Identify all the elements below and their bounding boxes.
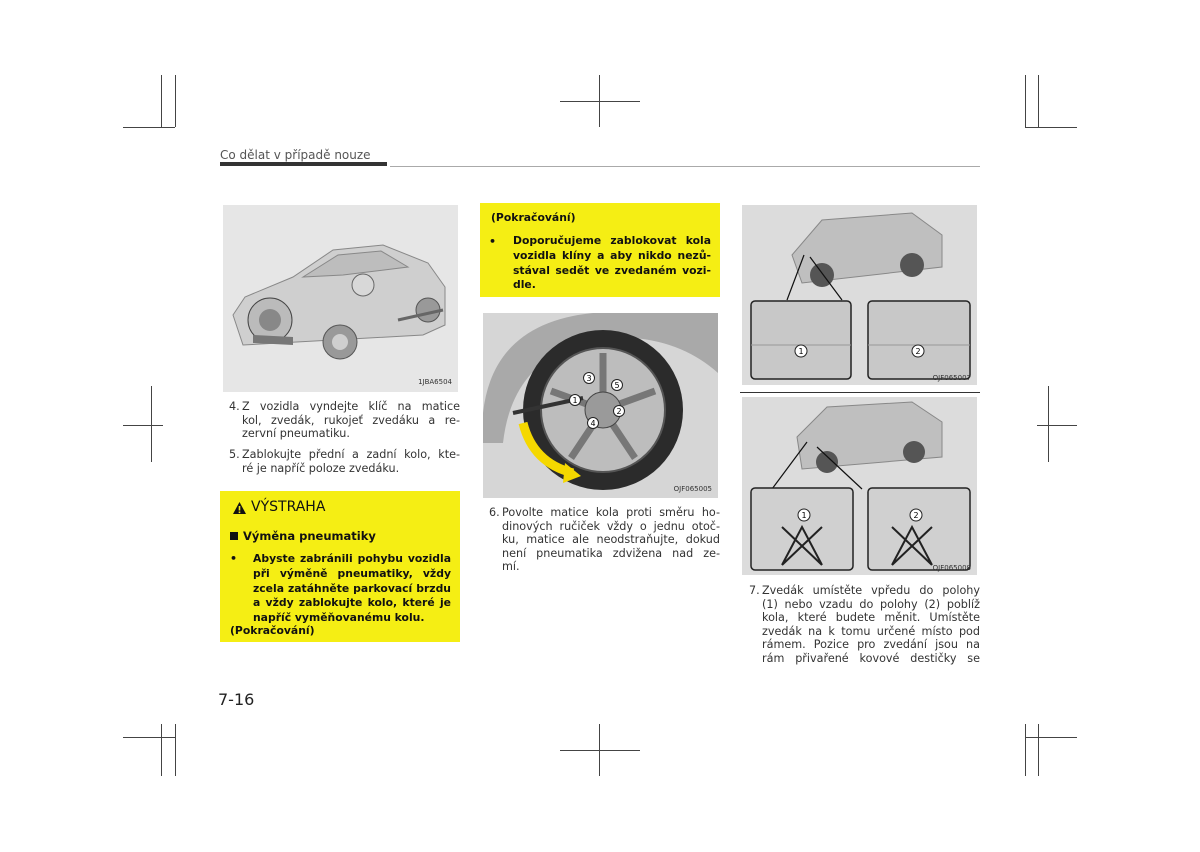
figure-wheel-nuts (483, 313, 718, 498)
text-line: Povolte matice kola proti směru ho- (502, 506, 720, 519)
square-bullet-icon (230, 532, 238, 540)
text-line: Z vozidla vyndejte klíč na matice (242, 400, 460, 413)
text-line: rámem. Pozice pro zvedání jsou na (762, 638, 980, 651)
jack-points-illustration (742, 205, 977, 385)
bullet-dot-icon: • (489, 235, 497, 248)
wheel-illustration (483, 313, 718, 498)
figure-code: OJF065007 (932, 374, 971, 382)
callout-3: 3 (586, 374, 592, 383)
text-line: při výměně pneumatiky, vždy (253, 566, 451, 580)
section-title: Co dělat v případě nouze (220, 148, 371, 162)
text-line: kol, zvedák, rukojeť zvedáku a re- (242, 413, 460, 427)
text-line: vozidla klíny a aby nikdo nezů- (513, 248, 711, 262)
step-4 (229, 400, 460, 442)
text-line: ku, matice ale neodstraňujte, dokud (502, 533, 720, 546)
callout-1: 1 (801, 511, 807, 520)
step-number: 4. (229, 400, 240, 413)
step-6 (489, 506, 720, 576)
figure-code: 1JBA6504 (418, 378, 452, 386)
warning-box (220, 491, 460, 642)
callout-2: 2 (913, 511, 919, 520)
warning-subtitle: Výměna pneumatiky (243, 529, 376, 543)
text-line: rám přivařené kovové destičky se (762, 651, 980, 665)
warning-bullet (253, 552, 451, 626)
text-line: Doporučujeme zablokovat kola (513, 234, 711, 247)
callout-1: 1 (798, 347, 804, 356)
text-line: a vždy zablokujte kolo, které je (253, 596, 451, 610)
warning-icon (232, 500, 247, 519)
continued-label: (Pokračování) (230, 624, 315, 637)
callout-4: 4 (590, 419, 596, 428)
car-spare-illustration (223, 205, 458, 392)
text-line: dle. (513, 278, 536, 292)
page-number: 7-16 (218, 690, 255, 709)
figure-code: OJF065008 (932, 564, 971, 572)
figure-rule (740, 392, 980, 393)
figure-car-with-spare (223, 205, 458, 392)
figure-jack-points (742, 205, 977, 385)
text-line: není pneumatika zdvižena nad ze- (502, 546, 720, 560)
continuation-bullet (513, 234, 711, 293)
figure-code: OJF065005 (673, 485, 712, 493)
figure-jack-placement (742, 397, 977, 575)
callout-5: 5 (614, 381, 620, 390)
step-number: 6. (489, 506, 500, 519)
callout-2: 2 (915, 347, 921, 356)
header-bar (220, 162, 387, 166)
text-line: stával sedět ve zvedaném vozi- (513, 263, 711, 277)
step-number: 5. (229, 448, 240, 461)
warning-title: VÝSTRAHA (251, 499, 326, 515)
text-line: Abyste zabránili pohybu vozidla (253, 552, 451, 565)
jack-placement-illustration (742, 397, 977, 575)
text-line: kola, které budete měnit. Umístěte (762, 611, 980, 624)
continuation-title: (Pokračování) (491, 211, 576, 224)
bullet-dot-icon: • (230, 552, 238, 565)
callout-1: 1 (572, 396, 578, 405)
text-line: ré je napříč poloze zvedáku. (242, 461, 400, 475)
text-line: zcela zatáhněte parkovací brzdu (253, 581, 451, 595)
text-line: dinových ručiček vždy o jednu otoč- (502, 519, 720, 533)
continuation-box (480, 203, 720, 297)
step-number: 7. (749, 584, 760, 597)
callout-2: 2 (616, 407, 622, 416)
text-line: Zvedák umístěte vpředu do polohy (762, 584, 980, 597)
text-line: zervní pneumatiku. (242, 427, 350, 440)
text-line: Zablokujte přední a zadní kolo, kte- (242, 448, 460, 461)
text-line: (1) nebo vzadu do polohy (2) poblíž (762, 597, 980, 611)
text-line: napříč vyměňovanému kolu. (253, 611, 425, 625)
text-line: zvedák na k tomu určené místo pod (762, 624, 980, 638)
text-line: mí. (502, 560, 520, 573)
step-5 (229, 448, 460, 476)
header-rule (390, 166, 980, 167)
step-7 (749, 584, 980, 668)
